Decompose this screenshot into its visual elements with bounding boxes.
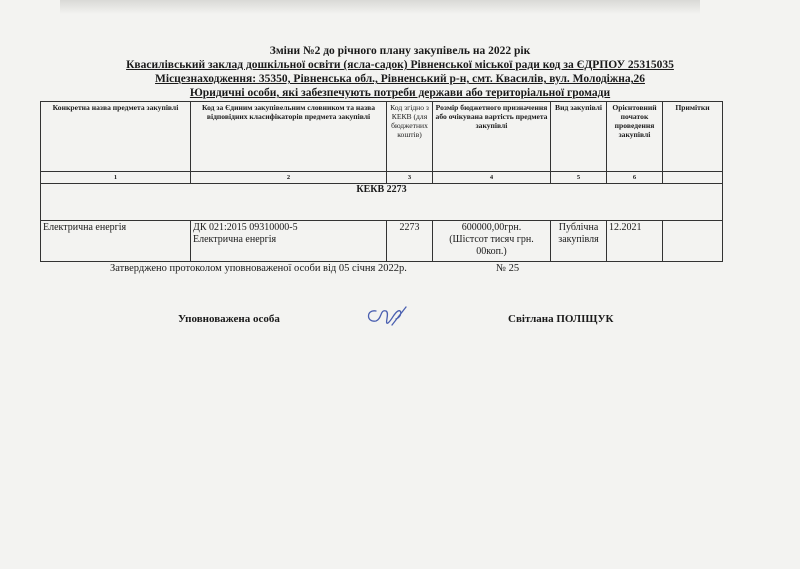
item-code-number: ДК 021:2015 09310000-5 <box>193 222 298 233</box>
col-header-type: Вид закупівлі <box>551 102 607 172</box>
col-number: 5 <box>551 172 607 184</box>
item-type: Публічна закупівля <box>551 221 607 262</box>
col-header-kekv: Код згідно з КЕКВ (для бюджетних коштів) <box>387 102 433 172</box>
item-amount-kopecks: 00коп.) <box>476 246 507 257</box>
procurement-table <box>40 101 723 262</box>
item-code <box>191 221 387 262</box>
col-header-cpv-code: Код за Єдиним закупівельним словником та назва відповідних класифікаторів предмета закупівлі <box>191 102 387 172</box>
col-number: 1 <box>41 172 191 184</box>
col-header-amount: Розмір бюджетного призначення або очікувана вартість предмета закупівлі <box>433 102 551 172</box>
col-number: 6 <box>607 172 663 184</box>
protocol-number: № 25 <box>496 263 520 274</box>
item-notes <box>663 221 723 262</box>
column-number-row <box>41 172 723 184</box>
header-organization: Квасилівський заклад дошкільної освіти (ясла-садок) Рівненської міської ради код за ЄДРПОУ 25315035 <box>126 59 674 71</box>
item-code-name: Електрична енергія <box>193 234 277 245</box>
col-number: 3 <box>387 172 433 184</box>
kekv-section-row <box>41 184 723 221</box>
col-header-notes: Примітки <box>663 102 723 172</box>
document-header <box>0 44 800 100</box>
item-start: 12.2021 <box>607 221 663 262</box>
table-row <box>41 221 723 262</box>
item-kekv: 2273 <box>387 221 433 262</box>
item-amount-words: (Шістсот тисяч грн. <box>449 234 534 245</box>
scan-edge-shadow <box>60 0 700 14</box>
item-amount <box>433 221 551 262</box>
col-number: 4 <box>433 172 551 184</box>
item-amount-value: 600000,00грн. <box>461 222 522 233</box>
header-address: Місцезнаходження: 35350, Рівненська обл., Рівненський р-н, смт. Квасилів, вул. Молодіжна,26 <box>155 73 645 85</box>
col-header-start: Орієнтовний початок проведення закупівлі <box>607 102 663 172</box>
handwritten-signature <box>362 303 410 329</box>
header-category: Юридичні особи, які забезпечують потреби держави або територіальної громади <box>189 87 611 99</box>
table-header-row <box>41 102 723 172</box>
kekv-section-label: КЕКВ 2273 <box>41 184 723 221</box>
col-header-item-name: Конкретна назва предмета закупівлі <box>41 102 191 172</box>
header-title: Зміни №2 до річного плану закупівель на 2022 рік <box>269 45 531 57</box>
approval-line <box>110 263 520 274</box>
item-name: Електрична енергія <box>41 221 191 262</box>
col-number-empty <box>663 172 723 184</box>
approval-text: Затверджено протоколом уповноваженої особи від 05 січня 2022р. <box>110 263 407 274</box>
signatory-role: Уповноважена особа <box>178 313 280 325</box>
col-number: 2 <box>191 172 387 184</box>
signatory-name: Світлана ПОЛІЩУК <box>508 313 614 325</box>
